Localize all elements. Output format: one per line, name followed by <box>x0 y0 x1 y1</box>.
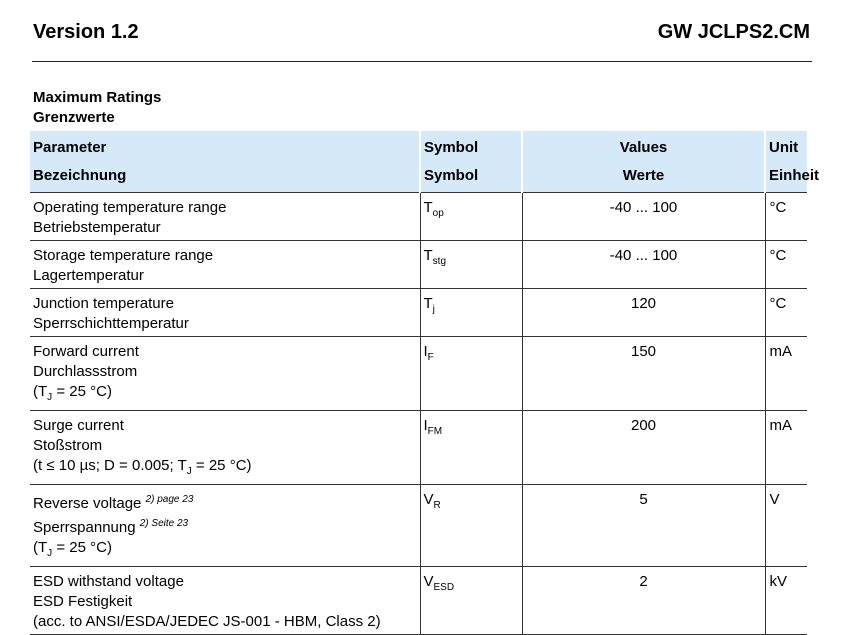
table-row <box>30 567 807 635</box>
unit-cell: mA <box>765 337 807 411</box>
table-row <box>30 485 807 567</box>
table-header-row <box>30 131 807 193</box>
value-cell: 150 <box>522 337 765 411</box>
condition-text: ($T_J = 25$ °C) <box>33 383 112 403</box>
symbol-cell: $V_R$ <box>420 485 522 567</box>
section-title-en: Maximum Ratings <box>33 89 162 106</box>
condition-text: ($T_J = 25$ °C) <box>33 539 112 559</box>
parameter-cell: Reverse voltage $^{2) page 23}$ Sperrspannung $^{2) Seite 23}$ ($T_J = 25$ °C) <box>30 485 420 567</box>
table-row <box>30 289 807 337</box>
unit-cell: °C <box>765 193 807 241</box>
unit-cell: °C <box>765 289 807 337</box>
symbol-cell: $T_{stg}$ <box>420 241 522 289</box>
value-cell: -40 ... 100 <box>522 241 765 289</box>
parameter-cell: Junction temperature Sperrschichttemperatur <box>30 289 420 337</box>
symbol-cell: $V_{ESD}$ <box>420 567 522 635</box>
symbol-cell: $I_{FM}$ <box>420 411 522 485</box>
header-divider <box>32 61 812 62</box>
value-cell: 2 <box>522 567 765 635</box>
column-header-parameter: Parameter Bezeichnung <box>30 131 420 193</box>
column-header-values: Values Werte <box>522 131 765 193</box>
table-row <box>30 241 807 289</box>
section-title-de: Grenzwerte <box>33 109 115 126</box>
symbol-cell: $T_j$ <box>420 289 522 337</box>
footnote-ref: 2) Seite 23 <box>139 518 189 529</box>
value-cell: -40 ... 100 <box>522 193 765 241</box>
parameter-cell: Surge current Stoßstrom (t ≤ 10 µs; D = 0.005; $T_J = 25$ °C) <box>30 411 420 485</box>
condition-text: (acc. to ANSI/ESDA/JEDEC JS-001 - HBM, Class 2) <box>33 613 381 630</box>
column-header-symbol: Symbol Symbol <box>420 131 522 193</box>
section-title <box>33 88 161 128</box>
unit-cell: mA <box>765 411 807 485</box>
unit-cell: V <box>765 485 807 567</box>
symbol-cell: $T_{op}$ <box>420 193 522 241</box>
document-version: Version 1.2 <box>33 21 139 43</box>
value-cell: 5 <box>522 485 765 567</box>
value-cell: 120 <box>522 289 765 337</box>
parameter-cell: Forward current Durchlassstrom ($T_J = 25$ °C) <box>30 337 420 411</box>
parameter-cell: Storage temperature range Lagertemperatur <box>30 241 420 289</box>
value-cell: 200 <box>522 411 765 485</box>
unit-cell: kV <box>765 567 807 635</box>
column-header-unit: Unit Einheit <box>765 131 807 193</box>
parameter-cell: Operating temperature range Betriebstemperatur <box>30 193 420 241</box>
part-number: GW JCLPS2.CM <box>657 21 810 43</box>
maximum-ratings-table <box>30 131 820 635</box>
symbol-cell: $I_F$ <box>420 337 522 411</box>
parameter-cell: ESD withstand voltage ESD Festigkeit (acc. to ANSI/ESDA/JEDEC JS-001 - HBM, Class 2) <box>30 567 420 635</box>
footnote-ref: 2) page 23 <box>145 494 194 505</box>
table-row <box>30 411 807 485</box>
table-row <box>30 193 807 241</box>
table-row <box>30 337 807 411</box>
condition-text: (t ≤ 10 µs; D = 0.005; $T_J = 25$ °C) <box>33 457 252 477</box>
unit-cell: °C <box>765 241 807 289</box>
